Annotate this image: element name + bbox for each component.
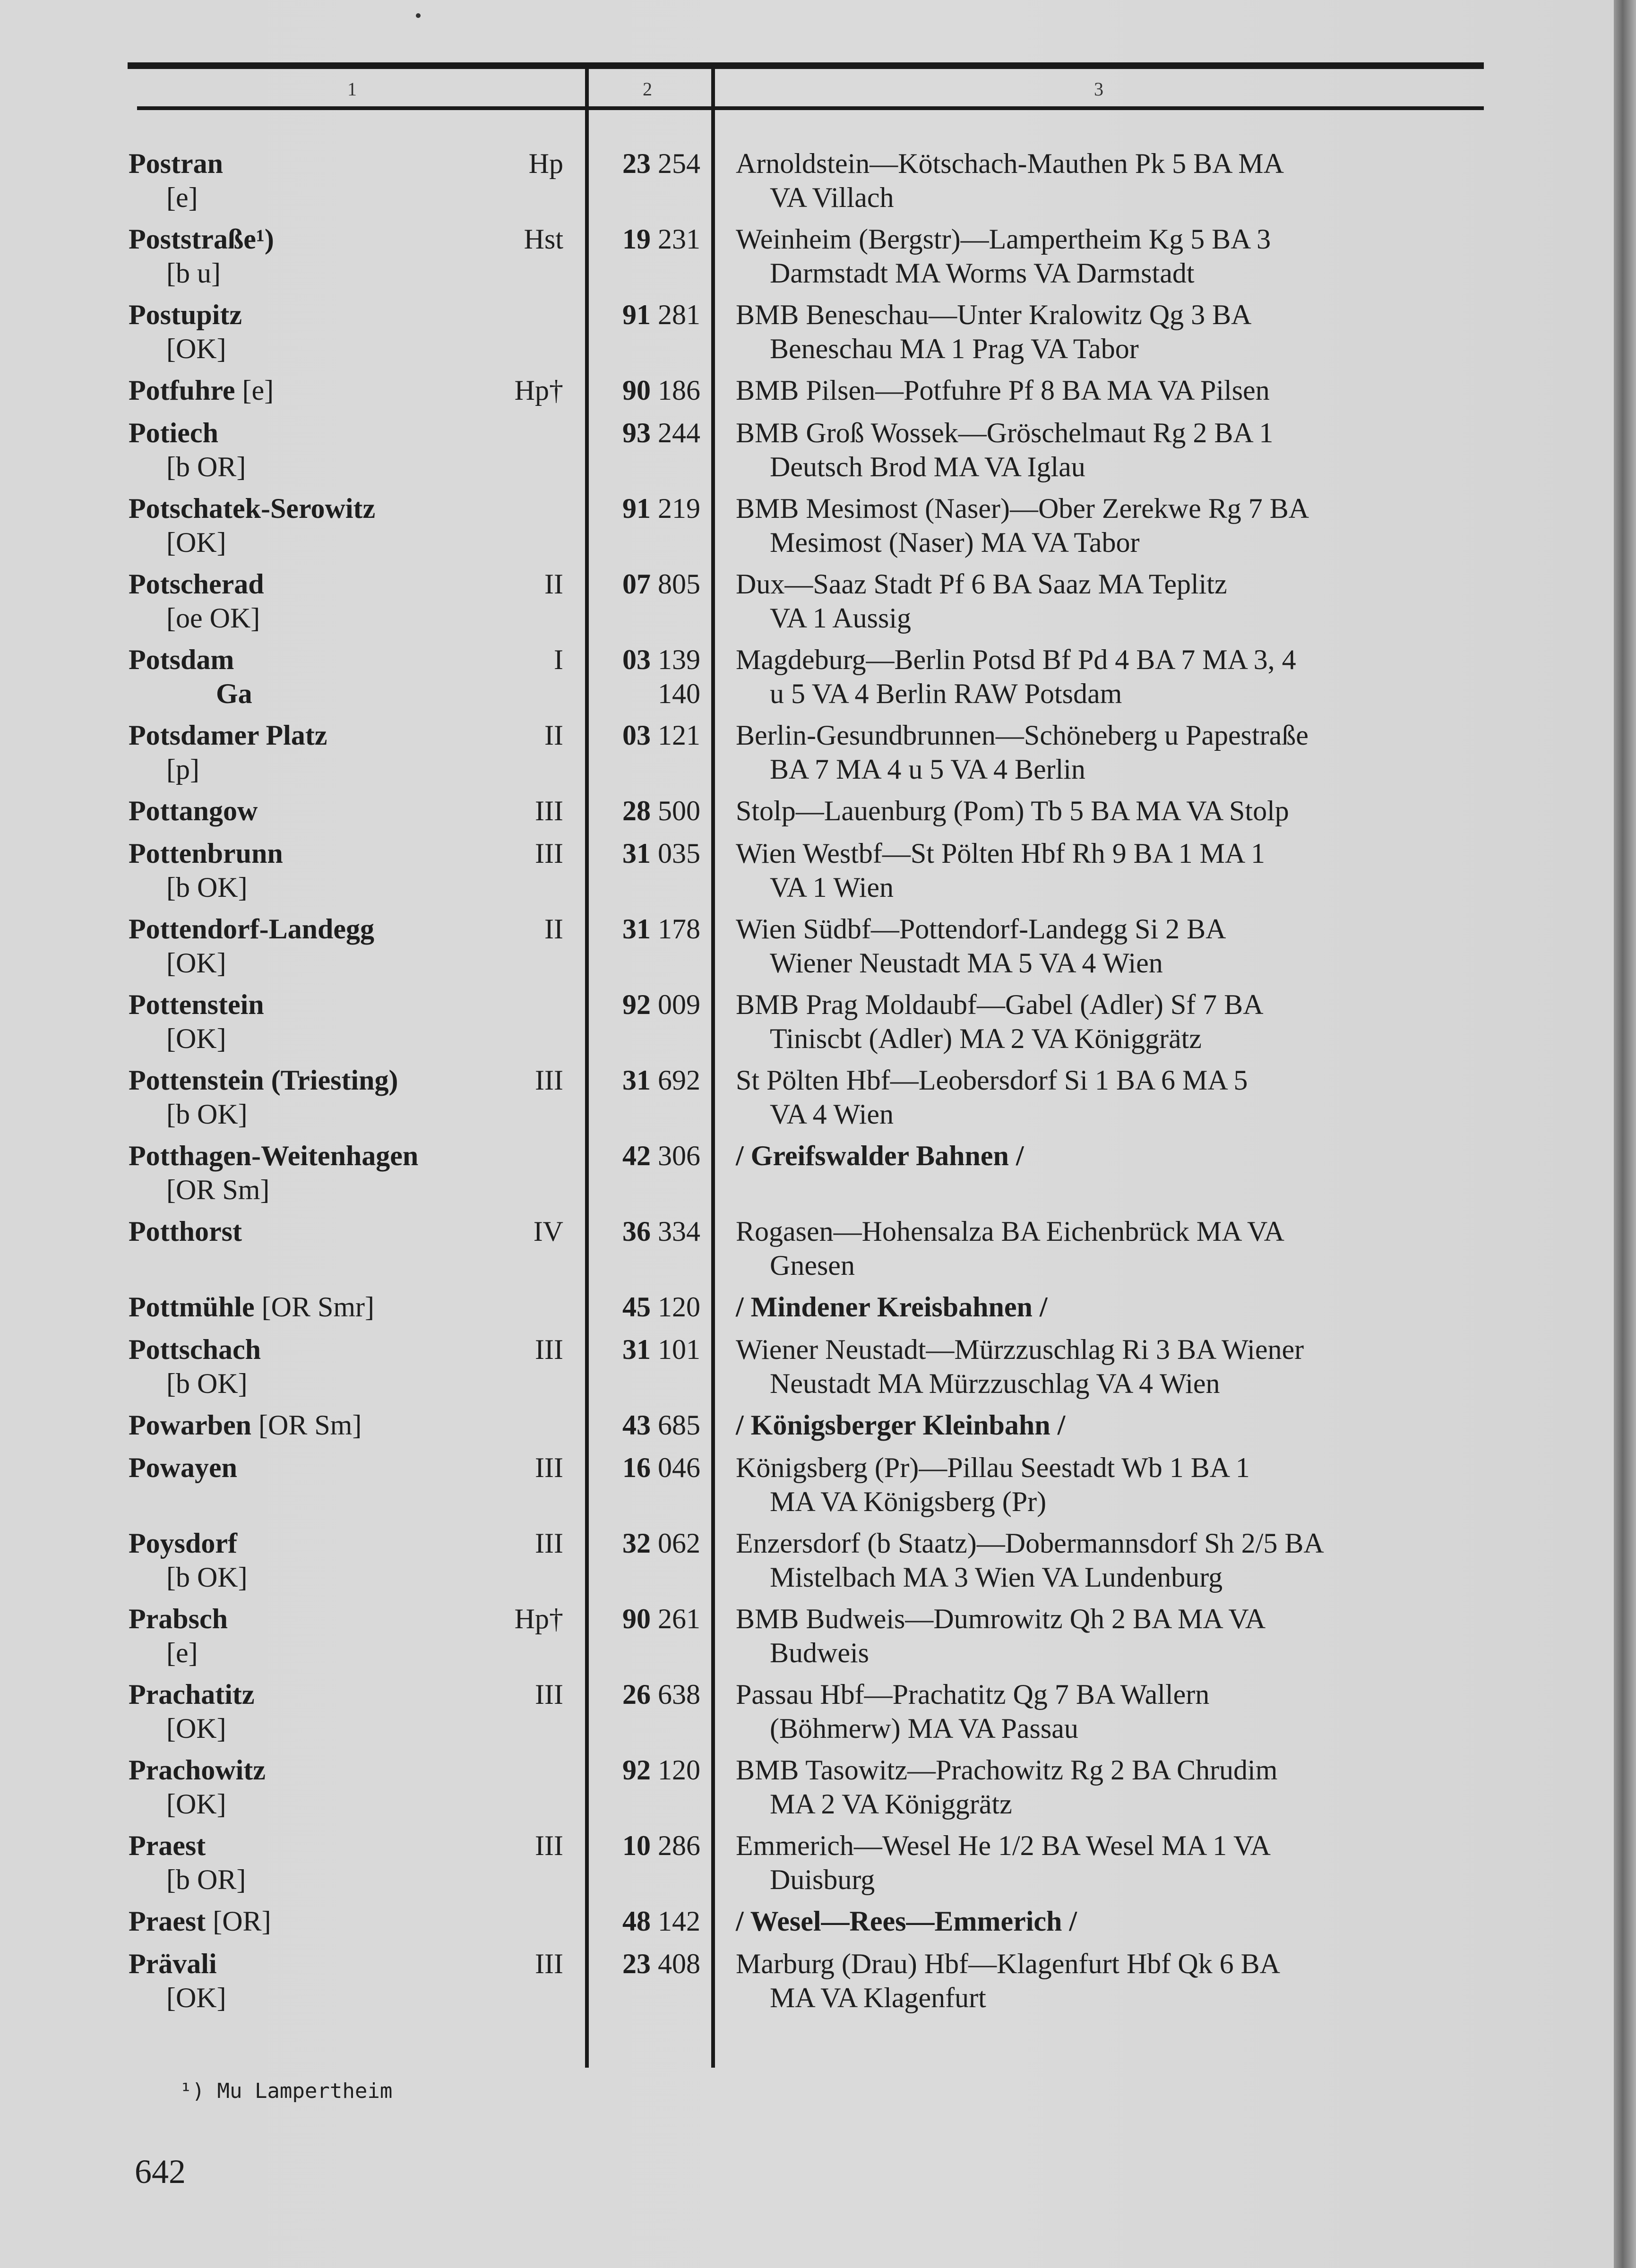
station-number-cell (601, 1063, 700, 1097)
station-cell (129, 491, 573, 559)
route-cell (736, 1829, 1619, 1897)
station-name: Prabsch (129, 1603, 228, 1634)
station-name: Pottmühle (129, 1291, 255, 1323)
route-text-continued: Mistelbach MA 3 Wien VA Lundenburg (770, 1562, 1223, 1593)
route-cell (736, 567, 1619, 635)
route-text: Dux—Saaz Stadt Pf 6 BA Saaz MA Teplitz (736, 568, 1227, 600)
route-text-continued: Gnesen (770, 1250, 855, 1281)
column-divider-1 (585, 69, 589, 2068)
route-cell (736, 416, 1619, 484)
station-name: Pottenstein (Triesting) (129, 1065, 398, 1096)
station-cell (129, 1408, 573, 1442)
station-code: [b OK] (166, 1099, 248, 1130)
station-number-cell (601, 1904, 700, 1938)
station-name: Prachatitz (129, 1679, 255, 1710)
station-name: Pottenstein (129, 989, 264, 1020)
station-number: 19 231 (622, 223, 700, 255)
station-class: IV (533, 1216, 563, 1247)
route-cell (736, 1408, 1619, 1442)
station-cell (129, 1904, 573, 1938)
station-number: 03 121 (622, 720, 700, 751)
station-code: [b OK] (166, 872, 248, 903)
ink-speck (416, 13, 421, 18)
route-text-continued: VA 1 Wien (770, 872, 894, 903)
station-code: [e] (235, 375, 274, 406)
column-number-3: 3 (1094, 78, 1103, 100)
route-text-continued: VA 1 Aussig (770, 602, 912, 634)
station-number-cell (601, 373, 700, 407)
station-code: [oe OK] (166, 602, 260, 634)
station-number-cell (601, 1947, 700, 1981)
column-number-1: 1 (347, 78, 357, 100)
station-number: 03 139 (622, 644, 700, 675)
station-class: III (535, 1830, 563, 1861)
station-number-cell (601, 1677, 700, 1711)
route-cell (736, 912, 1619, 980)
route-text: Weinheim (Bergstr)—Lampertheim Kg 5 BA 3 (736, 223, 1271, 255)
route-text: St Pölten Hbf—Leobersdorf Si 1 BA 6 MA 5 (736, 1065, 1248, 1096)
station-number-cell (601, 643, 700, 711)
station-number: 26 638 (622, 1679, 700, 1710)
route-text-continued: Deutsch Brod MA VA Iglau (770, 451, 1085, 482)
station-class: Hp† (514, 1603, 563, 1634)
station-number: 16 046 (622, 1452, 700, 1483)
station-code: [OK] (166, 1713, 226, 1744)
station-number: 23 254 (622, 148, 700, 179)
station-code: Ga (216, 678, 252, 709)
station-name: Prävali (129, 1948, 217, 1979)
route-text: BMB Groß Wossek—Gröschelmaut Rg 2 BA 1 (736, 417, 1274, 448)
station-code: [OK] (166, 1788, 226, 1820)
station-number: 93 244 (622, 417, 700, 448)
station-class: II (544, 720, 563, 751)
station-number: 32 062 (622, 1528, 700, 1559)
route-text: BMB Budweis—Dumrowitz Qh 2 BA MA VA (736, 1603, 1266, 1634)
station-cell (129, 416, 573, 484)
station-number-cell (601, 794, 700, 828)
station-cell (129, 988, 573, 1056)
route-cell (736, 222, 1619, 290)
route-text: Arnoldstein—Kötschach-Mauthen Pk 5 BA MA (736, 148, 1284, 179)
route-cell (736, 491, 1619, 559)
route-text-continued: (Böhmerw) MA VA Passau (770, 1713, 1078, 1744)
station-number: 43 685 (622, 1409, 700, 1441)
route-text-continued: BA 7 MA 4 u 5 VA 4 Berlin (770, 754, 1085, 785)
station-code: [b OR] (166, 1864, 246, 1895)
station-number: 91 219 (622, 493, 700, 524)
header-rule-top (128, 62, 1484, 69)
route-text: / Mindener Kreisbahnen / (736, 1291, 1048, 1323)
station-number: 36 334 (622, 1216, 700, 1247)
route-cell (736, 1947, 1619, 2015)
station-class: III (535, 1452, 563, 1483)
station-name: Potsdamer Platz (129, 720, 327, 751)
route-text-continued: MA VA Klagenfurt (770, 1982, 986, 2013)
station-number: 31 178 (622, 913, 700, 945)
route-text-continued: u 5 VA 4 Berlin RAW Potsdam (770, 678, 1122, 709)
route-text: Emmerich—Wesel He 1/2 BA Wesel MA 1 VA (736, 1830, 1271, 1861)
route-cell (736, 1290, 1619, 1324)
route-text: BMB Prag Moldaubf—Gabel (Adler) Sf 7 BA (736, 989, 1264, 1020)
route-text-continued: VA Villach (770, 182, 894, 213)
column-divider-2 (711, 69, 715, 2068)
route-cell (736, 373, 1619, 407)
route-cell (736, 146, 1619, 215)
station-number: 42 306 (622, 1140, 700, 1171)
station-name: Powarben (129, 1409, 251, 1441)
route-cell (736, 1526, 1619, 1594)
route-text: / Königsberger Kleinbahn / (736, 1409, 1066, 1441)
station-number-cell (601, 491, 700, 525)
station-name: Potschatek-Serowitz (129, 493, 376, 524)
station-name: Prachowitz (129, 1754, 266, 1786)
station-number-cell (601, 718, 700, 752)
route-text: Berlin-Gesundbrunnen—Schöneberg u Papestraße (736, 720, 1309, 751)
route-text: Königsberg (Pr)—Pillau Seestadt Wb 1 BA 1 (736, 1452, 1250, 1483)
station-code: [p] (166, 754, 199, 785)
station-number: 10 286 (622, 1830, 700, 1861)
station-number-2: 140 (658, 678, 700, 709)
route-text-continued: MA VA Königsberg (Pr) (770, 1486, 1047, 1517)
station-cell (129, 1753, 573, 1821)
page-number: 642 (135, 2153, 186, 2191)
route-cell (736, 1451, 1619, 1519)
station-name: Potsdam (129, 644, 234, 675)
column-number-2: 2 (643, 78, 652, 100)
station-number: 91 281 (622, 299, 700, 330)
station-number-cell (601, 1332, 700, 1366)
route-text-continued: MA 2 VA Königgrätz (770, 1788, 1012, 1820)
station-class: III (535, 1065, 563, 1096)
route-cell (736, 1332, 1619, 1400)
route-text: / Greifswalder Bahnen / (736, 1140, 1024, 1171)
station-cell (129, 298, 573, 366)
station-code: [OK] (166, 1982, 226, 2013)
station-number: 07 805 (622, 568, 700, 600)
station-number: 31 101 (622, 1334, 700, 1365)
route-cell (736, 1214, 1619, 1282)
station-number-cell (601, 1753, 700, 1787)
station-number: 45 120 (622, 1291, 700, 1323)
route-text-continued: Wiener Neustadt MA 5 VA 4 Wien (770, 947, 1163, 979)
station-class: III (535, 795, 563, 826)
station-number-cell (601, 912, 700, 946)
station-number: 92 120 (622, 1754, 700, 1786)
header-rule-bottom (137, 106, 1484, 110)
route-text: Magdeburg—Berlin Potsd Bf Pd 4 BA 7 MA 3, 4 (736, 644, 1296, 675)
station-name: Potiech (129, 417, 218, 448)
route-text: Marburg (Drau) Hbf—Klagenfurt Hbf Qk 6 BA (736, 1948, 1280, 1979)
station-name: Potthagen-Weitenhagen (129, 1140, 419, 1171)
route-text-continued: Mesimost (Naser) MA VA Tabor (770, 527, 1140, 558)
route-text: Passau Hbf—Prachatitz Qg 7 BA Wallern (736, 1679, 1210, 1710)
station-code: [e] (166, 182, 198, 213)
route-text-continued: Budweis (770, 1637, 869, 1668)
route-text-continued: Duisburg (770, 1864, 875, 1895)
station-number-cell (601, 1602, 700, 1636)
station-number: 92 009 (622, 989, 700, 1020)
route-cell (736, 794, 1619, 828)
station-code: [b OK] (166, 1368, 248, 1399)
station-class: II (544, 913, 563, 945)
station-name: Potfuhre (129, 375, 235, 406)
station-name: Poysdorf (129, 1528, 237, 1559)
route-text: Stolp—Lauenburg (Pom) Tb 5 BA MA VA Stolp (736, 795, 1289, 826)
route-text-continued: VA 4 Wien (770, 1099, 894, 1130)
route-cell (736, 1753, 1619, 1821)
station-number-cell (601, 1526, 700, 1560)
station-cell (129, 1139, 573, 1207)
route-text-continued: Beneschau MA 1 Prag VA Tabor (770, 333, 1139, 364)
station-code: [OR Sm] (166, 1174, 270, 1205)
route-cell (736, 988, 1619, 1056)
station-code: [b u] (166, 258, 221, 289)
station-number: 31 692 (622, 1065, 700, 1096)
station-number-cell (601, 1214, 700, 1248)
station-code: [OK] (166, 1023, 226, 1054)
station-name: Pottschach (129, 1334, 261, 1365)
station-class: III (535, 1948, 563, 1979)
route-cell (736, 1139, 1619, 1173)
station-class: Hp† (514, 375, 563, 406)
station-class: III (535, 1679, 563, 1710)
station-code: [OR Smr] (254, 1291, 374, 1323)
station-class: Hst (524, 223, 563, 255)
station-number-cell (601, 222, 700, 256)
station-code: [e] (166, 1637, 198, 1668)
station-name: Powayen (129, 1452, 237, 1483)
station-number-cell (601, 1290, 700, 1324)
station-code: [OK] (166, 333, 226, 364)
station-number: 31 035 (622, 838, 700, 869)
station-code: [b OK] (166, 1562, 248, 1593)
route-cell (736, 1677, 1619, 1745)
station-code: [OK] (166, 947, 226, 979)
station-name: Praest (129, 1906, 206, 1937)
station-name: Postupitz (129, 299, 242, 330)
route-cell (736, 1602, 1619, 1670)
station-number-cell (601, 836, 700, 870)
station-name: Postran (129, 148, 223, 179)
station-number: 90 261 (622, 1603, 700, 1634)
station-class: III (535, 838, 563, 869)
route-text: BMB Beneschau—Unter Kralowitz Qg 3 BA (736, 299, 1252, 330)
station-name: Poststraße¹) (129, 223, 274, 255)
station-number-cell (601, 1139, 700, 1173)
station-number: 90 186 (622, 375, 700, 406)
station-cell (129, 1290, 573, 1324)
route-cell (736, 836, 1619, 904)
route-text: Wien Südbf—Pottendorf-Landegg Si 2 BA (736, 913, 1226, 945)
station-class: II (544, 568, 563, 600)
station-number-cell (601, 416, 700, 450)
station-class: III (535, 1528, 563, 1559)
station-number: 28 500 (622, 795, 700, 826)
station-code: [OK] (166, 527, 226, 558)
route-cell (736, 643, 1619, 711)
station-number: 48 142 (622, 1906, 700, 1937)
route-text: / Wesel—Rees—Emmerich / (736, 1906, 1077, 1937)
station-name: Praest (129, 1830, 206, 1861)
route-text: BMB Pilsen—Potfuhre Pf 8 BA MA VA Pilsen (736, 375, 1270, 406)
station-class: I (554, 644, 563, 675)
route-cell (736, 1063, 1619, 1131)
station-number-cell (601, 1451, 700, 1485)
route-text: BMB Tasowitz—Prachowitz Rg 2 BA Chrudim (736, 1754, 1278, 1786)
route-text: Rogasen—Hohensalza BA Eichenbrück MA VA (736, 1216, 1284, 1247)
station-number-cell (601, 146, 700, 180)
route-text: Wien Westbf—St Pölten Hbf Rh 9 BA 1 MA 1 (736, 838, 1266, 869)
station-number-cell (601, 298, 700, 332)
station-number-cell (601, 567, 700, 601)
station-code: [OR] (206, 1906, 271, 1937)
footnote: ¹) Mu Lampertheim (180, 2079, 393, 2103)
station-code: [OR Sm] (251, 1409, 362, 1441)
route-cell (736, 1904, 1619, 1938)
station-number-cell (601, 1829, 700, 1863)
route-cell (736, 718, 1619, 786)
route-text: Enzersdorf (b Staatz)—Dobermannsdorf Sh 2/5 BA (736, 1528, 1324, 1559)
station-name: Pottenbrunn (129, 838, 283, 869)
station-number-cell (601, 988, 700, 1022)
station-number: 23 408 (622, 1948, 700, 1979)
station-name: Pottendorf-Landegg (129, 913, 374, 945)
route-text: BMB Mesimost (Naser)—Ober Zerekwe Rg 7 BA (736, 493, 1309, 524)
station-code: [b OR] (166, 451, 246, 482)
station-name: Potthorst (129, 1216, 242, 1247)
route-text-continued: Neustadt MA Mürzzuschlag VA 4 Wien (770, 1368, 1220, 1399)
route-cell (736, 298, 1619, 366)
station-number-cell (601, 1408, 700, 1442)
station-class: Hp (528, 148, 563, 179)
station-name: Potscherad (129, 568, 264, 600)
route-text-continued: Tiniscbt (Adler) MA 2 VA Königgrätz (770, 1023, 1202, 1054)
route-text: Wiener Neustadt—Mürzzuschlag Ri 3 BA Wiener (736, 1334, 1304, 1365)
station-name: Pottangow (129, 795, 258, 826)
route-text-continued: Darmstadt MA Worms VA Darmstadt (770, 258, 1195, 289)
station-class: III (535, 1334, 563, 1365)
